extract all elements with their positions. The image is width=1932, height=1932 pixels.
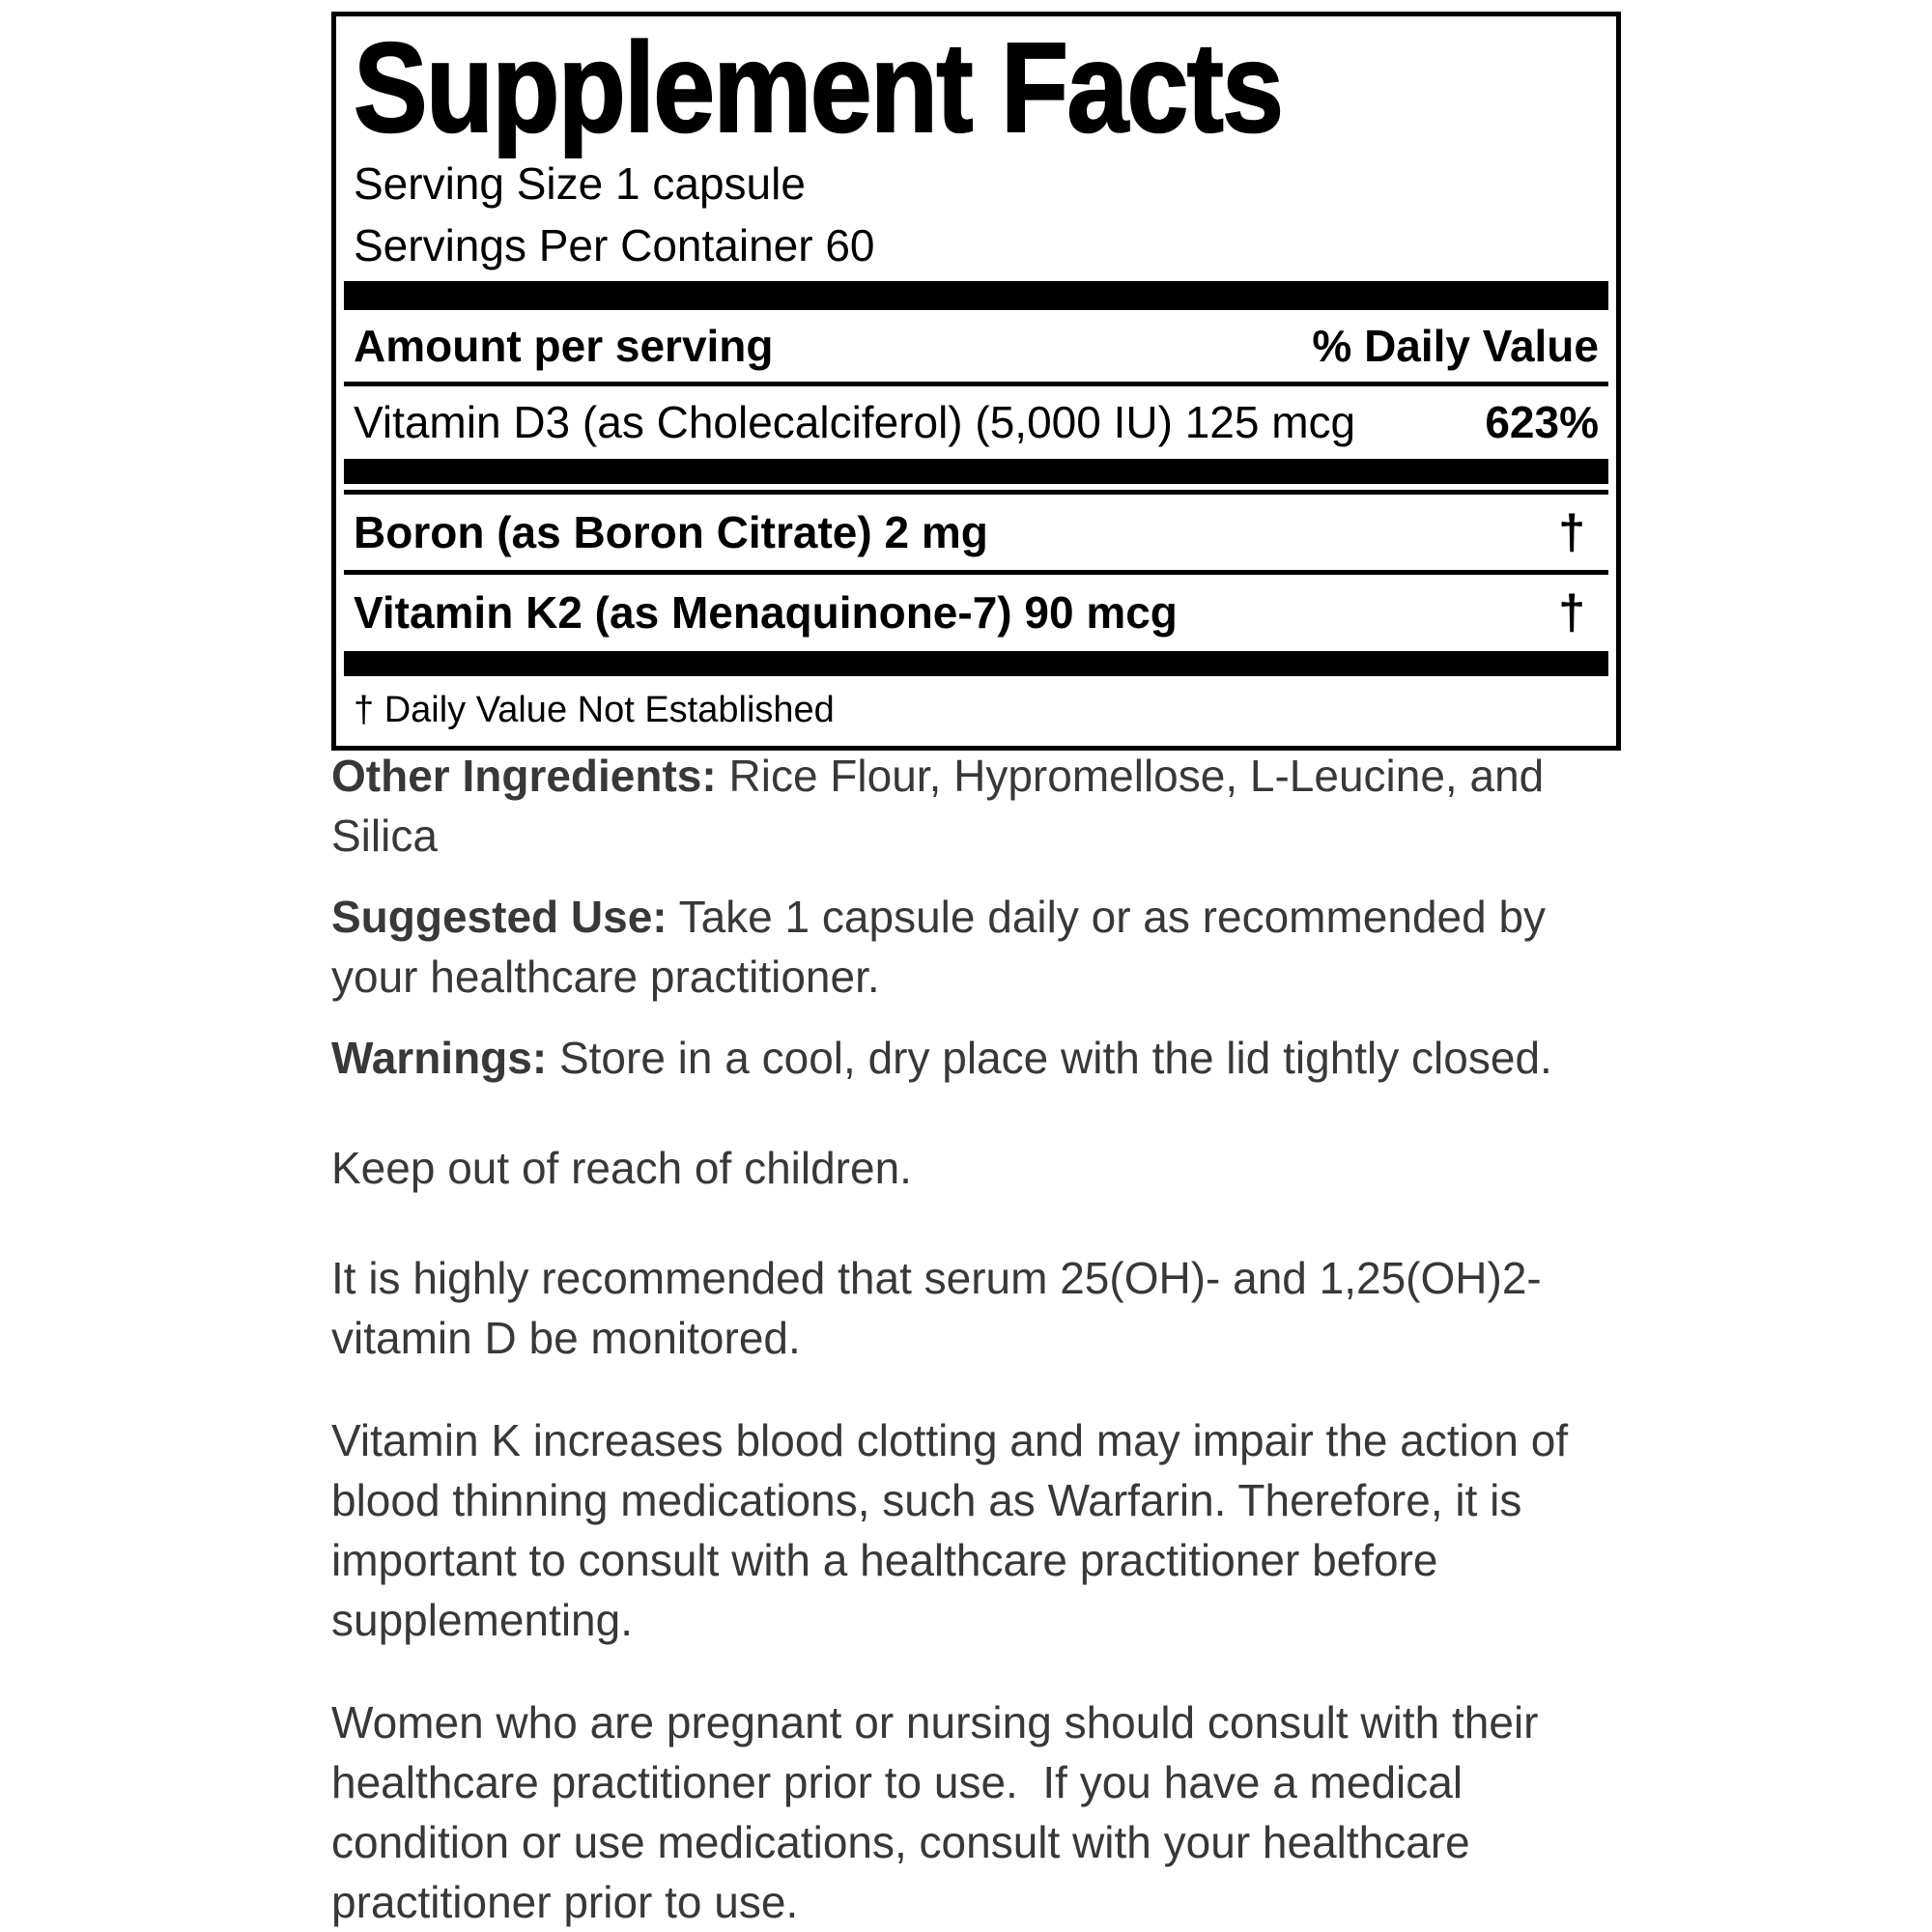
- nutrient-row-boron: [354, 495, 1599, 571]
- other-ingredients-text: Rice Flour, Hypromellose, L-Leucine, and Silica: [331, 751, 1557, 861]
- nutrient-daily-value-dagger: †: [1558, 585, 1585, 640]
- nutrient-row-vitamin-d3: [354, 386, 1599, 458]
- pregnancy-warning-text: Women who are pregnant or nursing should consult with their healthcare practitioner prior to use. If you have a medical condition or use medications, consult with your healthcare practitioner prior to use.: [331, 1697, 1551, 1927]
- nutrient-name: Boron (as Boron Citrate) 2 mg: [354, 506, 988, 557]
- serum-monitoring-text: It is highly recommended that serum 25(OH)- and 1,25(OH)2- vitamin D be monitored.: [331, 1253, 1554, 1363]
- daily-value-footnote: † Daily Value Not Established: [354, 689, 835, 730]
- panel-title: Supplement Facts: [354, 16, 1283, 158]
- other-ingredients-paragraph: [331, 746, 1626, 866]
- serving-size: Serving Size 1 capsule: [354, 158, 806, 209]
- suggested-use-lead: Suggested Use:: [331, 892, 668, 942]
- warnings-lead: Warnings:: [331, 1033, 548, 1083]
- nutrient-name: Vitamin K2 (as Menaquinone-7) 90 mcg: [354, 587, 1178, 639]
- daily-value-column-header: % Daily Value: [1312, 321, 1599, 371]
- divider-bar-bottom: [344, 651, 1608, 676]
- servings-per-container: Servings Per Container 60: [354, 220, 875, 270]
- nutrient-daily-value: 623%: [1485, 397, 1599, 448]
- warnings-paragraph: [331, 1028, 1626, 1088]
- divider-bar-top: [344, 281, 1608, 310]
- amount-column-header: Amount per serving: [354, 321, 774, 371]
- supplement-facts-panel: [331, 12, 1621, 751]
- divider-bar-middle: [344, 459, 1608, 484]
- children-warning-text: Keep out of reach of children.: [331, 1143, 912, 1193]
- vitamin-k-warning-text: Vitamin K increases blood clotting and may impair the action of blood thinning medications, such as Warfarin. Therefore, it is important to consult with a healthcare practitioner before supplementing.: [331, 1415, 1580, 1645]
- nutrient-name: Vitamin D3 (as Cholecalciferol) (5,000 IU) 125 mcg: [354, 397, 1356, 448]
- label-body-copy: [331, 746, 1626, 1932]
- warnings-text: Store in a cool, dry place with the lid tightly closed.: [547, 1033, 1552, 1083]
- nutrient-row-vitamin-k2: [354, 575, 1599, 651]
- children-warning-paragraph: [331, 1138, 1626, 1198]
- suggested-use-paragraph: [331, 887, 1626, 1007]
- pregnancy-warning-paragraph: [331, 1692, 1626, 1932]
- serum-monitoring-paragraph: [331, 1248, 1626, 1368]
- suggested-use-text: Take 1 capsule daily or as recommended by your healthcare practitioner.: [331, 892, 1558, 1002]
- nutrient-daily-value-dagger: †: [1558, 504, 1585, 559]
- other-ingredients-lead: Other Ingredients:: [331, 751, 717, 801]
- column-header-row: [354, 310, 1599, 382]
- vitamin-k-warning-paragraph: [331, 1410, 1626, 1650]
